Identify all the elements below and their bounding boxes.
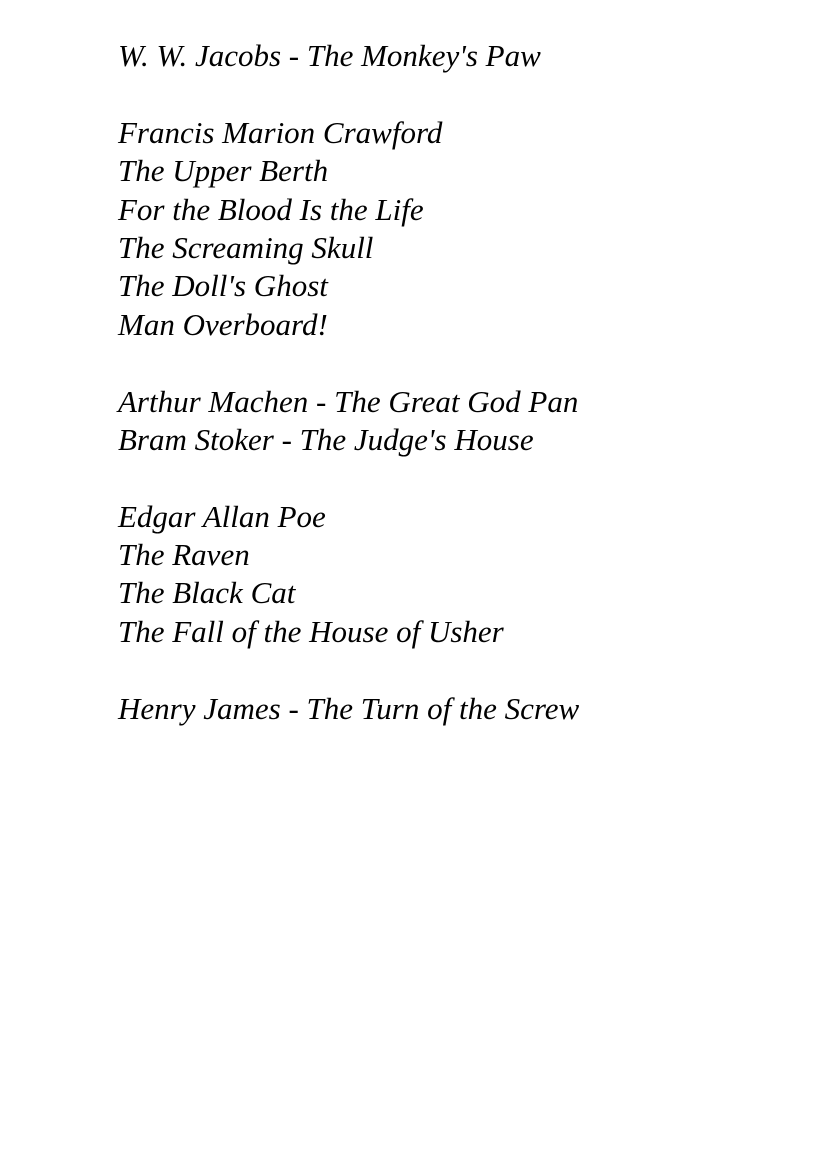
text-line: The Screaming Skull: [118, 229, 374, 265]
text-line: Henry James - The Turn of the Screw: [118, 690, 580, 726]
blank-line: [118, 651, 798, 689]
text-line: Edgar Allan Poe: [118, 498, 326, 534]
text-line: The Raven: [118, 537, 250, 573]
document-page: [118, 37, 798, 728]
text-line: For the Blood Is the Life: [118, 191, 424, 227]
text-line: Bram Stoker - The Judge's House: [118, 421, 534, 457]
text-line: Francis Marion Crawford: [118, 114, 443, 150]
blank-line: [118, 75, 798, 113]
blank-line: [118, 344, 798, 382]
text-line: The Black Cat: [118, 575, 296, 611]
text-line: W. W. Jacobs - The Monkey's Paw: [118, 38, 541, 73]
text-line: The Doll's Ghost: [118, 268, 328, 304]
blank-line: [118, 459, 798, 497]
text-line: The Upper Berth: [118, 153, 329, 189]
text-line: The Fall of the House of Usher: [118, 613, 504, 649]
text-line: Arthur Machen - The Great God Pan: [118, 383, 579, 419]
text-line: Man Overboard!: [118, 306, 328, 342]
